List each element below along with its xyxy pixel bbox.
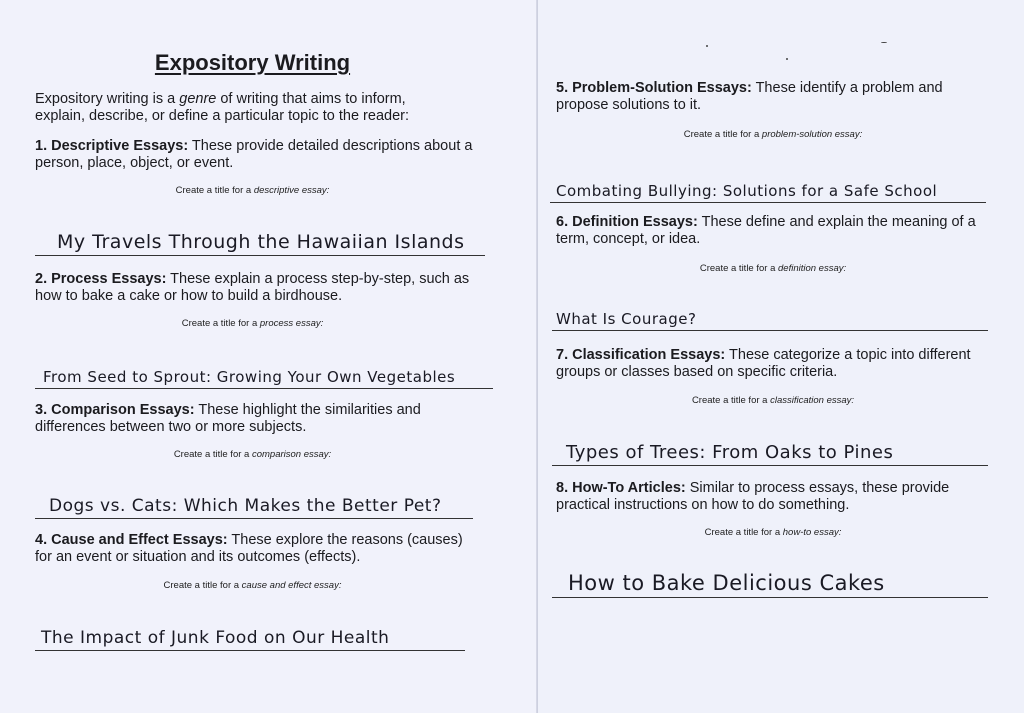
section-heading: 8. How-To Articles:: [556, 480, 686, 496]
handwritten-answer: Types of Trees: From Oaks to Pines: [566, 442, 894, 463]
section-text: Similar to process essays, these provide practical instructions on how to do something.: [556, 480, 950, 513]
prompt-problem-solution: [578, 129, 968, 140]
paper-speck: [786, 58, 788, 60]
answer-line-process[interactable]: [35, 358, 493, 389]
prompt-type: cause and effect essay:: [241, 580, 342, 591]
prompt-prefix: Create a title for a: [699, 263, 779, 274]
section-text: These identify a problem and propose solutions to it.: [556, 80, 943, 113]
worksheet-right-page: [538, 0, 1024, 713]
section-process: [35, 271, 475, 305]
answer-line-comparison[interactable]: [35, 488, 473, 519]
section-heading: 2. Process Essays:: [35, 271, 167, 287]
answer-line-how-to[interactable]: [552, 567, 988, 598]
prompt-prefix: Create a title for a: [683, 129, 762, 140]
handwritten-answer: Combating Bullying: Solutions for a Safe School: [556, 182, 938, 200]
prompt-type: classification essay:: [770, 395, 855, 406]
prompt-definition: [578, 263, 968, 274]
prompt-prefix: Create a title for a: [691, 395, 771, 406]
section-heading: 5. Problem-Solution Essays:: [556, 80, 752, 96]
section-definition: [556, 214, 996, 248]
section-heading: 3. Comparison Essays:: [35, 402, 195, 418]
handwritten-answer: My Travels Through the Hawaiian Islands: [57, 231, 465, 253]
section-comparison: [35, 402, 475, 436]
answer-line-definition[interactable]: [552, 300, 988, 331]
section-text: These categorize a topic into different groups or classes based on specific criteria.: [556, 347, 971, 380]
handwritten-answer: The Impact of Junk Food on Our Health: [41, 628, 390, 648]
section-text: These explore the reasons (causes) for an event or situation and its outcomes (effects).: [35, 532, 463, 565]
prompt-how-to: [578, 527, 968, 538]
prompt-classification: [578, 395, 968, 406]
page-title: Expository Writing: [154, 50, 351, 75]
prompt-comparison: [60, 449, 445, 460]
prompt-prefix: Create a title for a: [163, 580, 242, 591]
intro-paragraph: [35, 91, 445, 125]
prompt-prefix: Create a title for a: [175, 185, 254, 196]
section-text: These provide detailed descriptions about a person, place, object, or event.: [35, 138, 473, 171]
section-heading: 4. Cause and Effect Essays:: [35, 532, 228, 548]
prompt-prefix: Create a title for a: [181, 318, 260, 329]
prompt-prefix: Create a title for a: [173, 449, 252, 460]
section-descriptive: [35, 138, 475, 172]
section-classification: [556, 347, 996, 381]
section-heading: 1. Descriptive Essays:: [35, 138, 189, 154]
section-heading: 6. Definition Essays:: [556, 214, 698, 230]
paper-speck: [706, 45, 708, 47]
answer-line-classification[interactable]: [552, 435, 988, 466]
paper-speck: [881, 42, 887, 43]
prompt-type: comparison essay:: [251, 449, 332, 460]
answer-line-cause-effect[interactable]: [35, 620, 465, 651]
handwritten-answer: How to Bake Delicious Cakes: [568, 571, 885, 595]
intro-emphasis: genre: [179, 91, 217, 107]
section-cause-effect: [35, 532, 475, 566]
handwritten-answer: What Is Courage?: [556, 310, 697, 328]
answer-line-descriptive[interactable]: [35, 225, 485, 256]
section-text: These highlight the similarities and differences between two or more subjects.: [35, 402, 421, 435]
prompt-process: [60, 318, 445, 329]
prompt-type: how-to essay:: [782, 527, 842, 538]
section-text: These explain a process step-by-step, such as how to bake a cake or how to build a birdhouse.: [35, 271, 470, 304]
prompt-cause-effect: [60, 580, 445, 591]
section-how-to: [556, 480, 996, 514]
prompt-prefix: Create a title for a: [704, 527, 783, 538]
section-text: These define and explain the meaning of a term, concept, or idea.: [556, 214, 976, 247]
handwritten-answer: From Seed to Sprout: Growing Your Own Vegetables: [43, 368, 456, 386]
prompt-type: descriptive essay:: [253, 185, 330, 196]
answer-line-problem-solution[interactable]: [550, 172, 986, 203]
prompt-type: problem-solution essay:: [761, 129, 863, 140]
prompt-type: definition essay:: [778, 263, 847, 274]
intro-lead: Expository writing is a: [35, 91, 180, 107]
prompt-descriptive: [60, 185, 445, 196]
prompt-type: process essay:: [259, 318, 324, 329]
intro-rest: of writing that aims to inform, explain, describe, or define a particular topic to the reader:: [35, 91, 409, 124]
section-problem-solution: [556, 80, 996, 114]
section-heading: 7. Classification Essays:: [556, 347, 726, 363]
handwritten-answer: Dogs vs. Cats: Which Makes the Better Pet?: [49, 496, 442, 516]
